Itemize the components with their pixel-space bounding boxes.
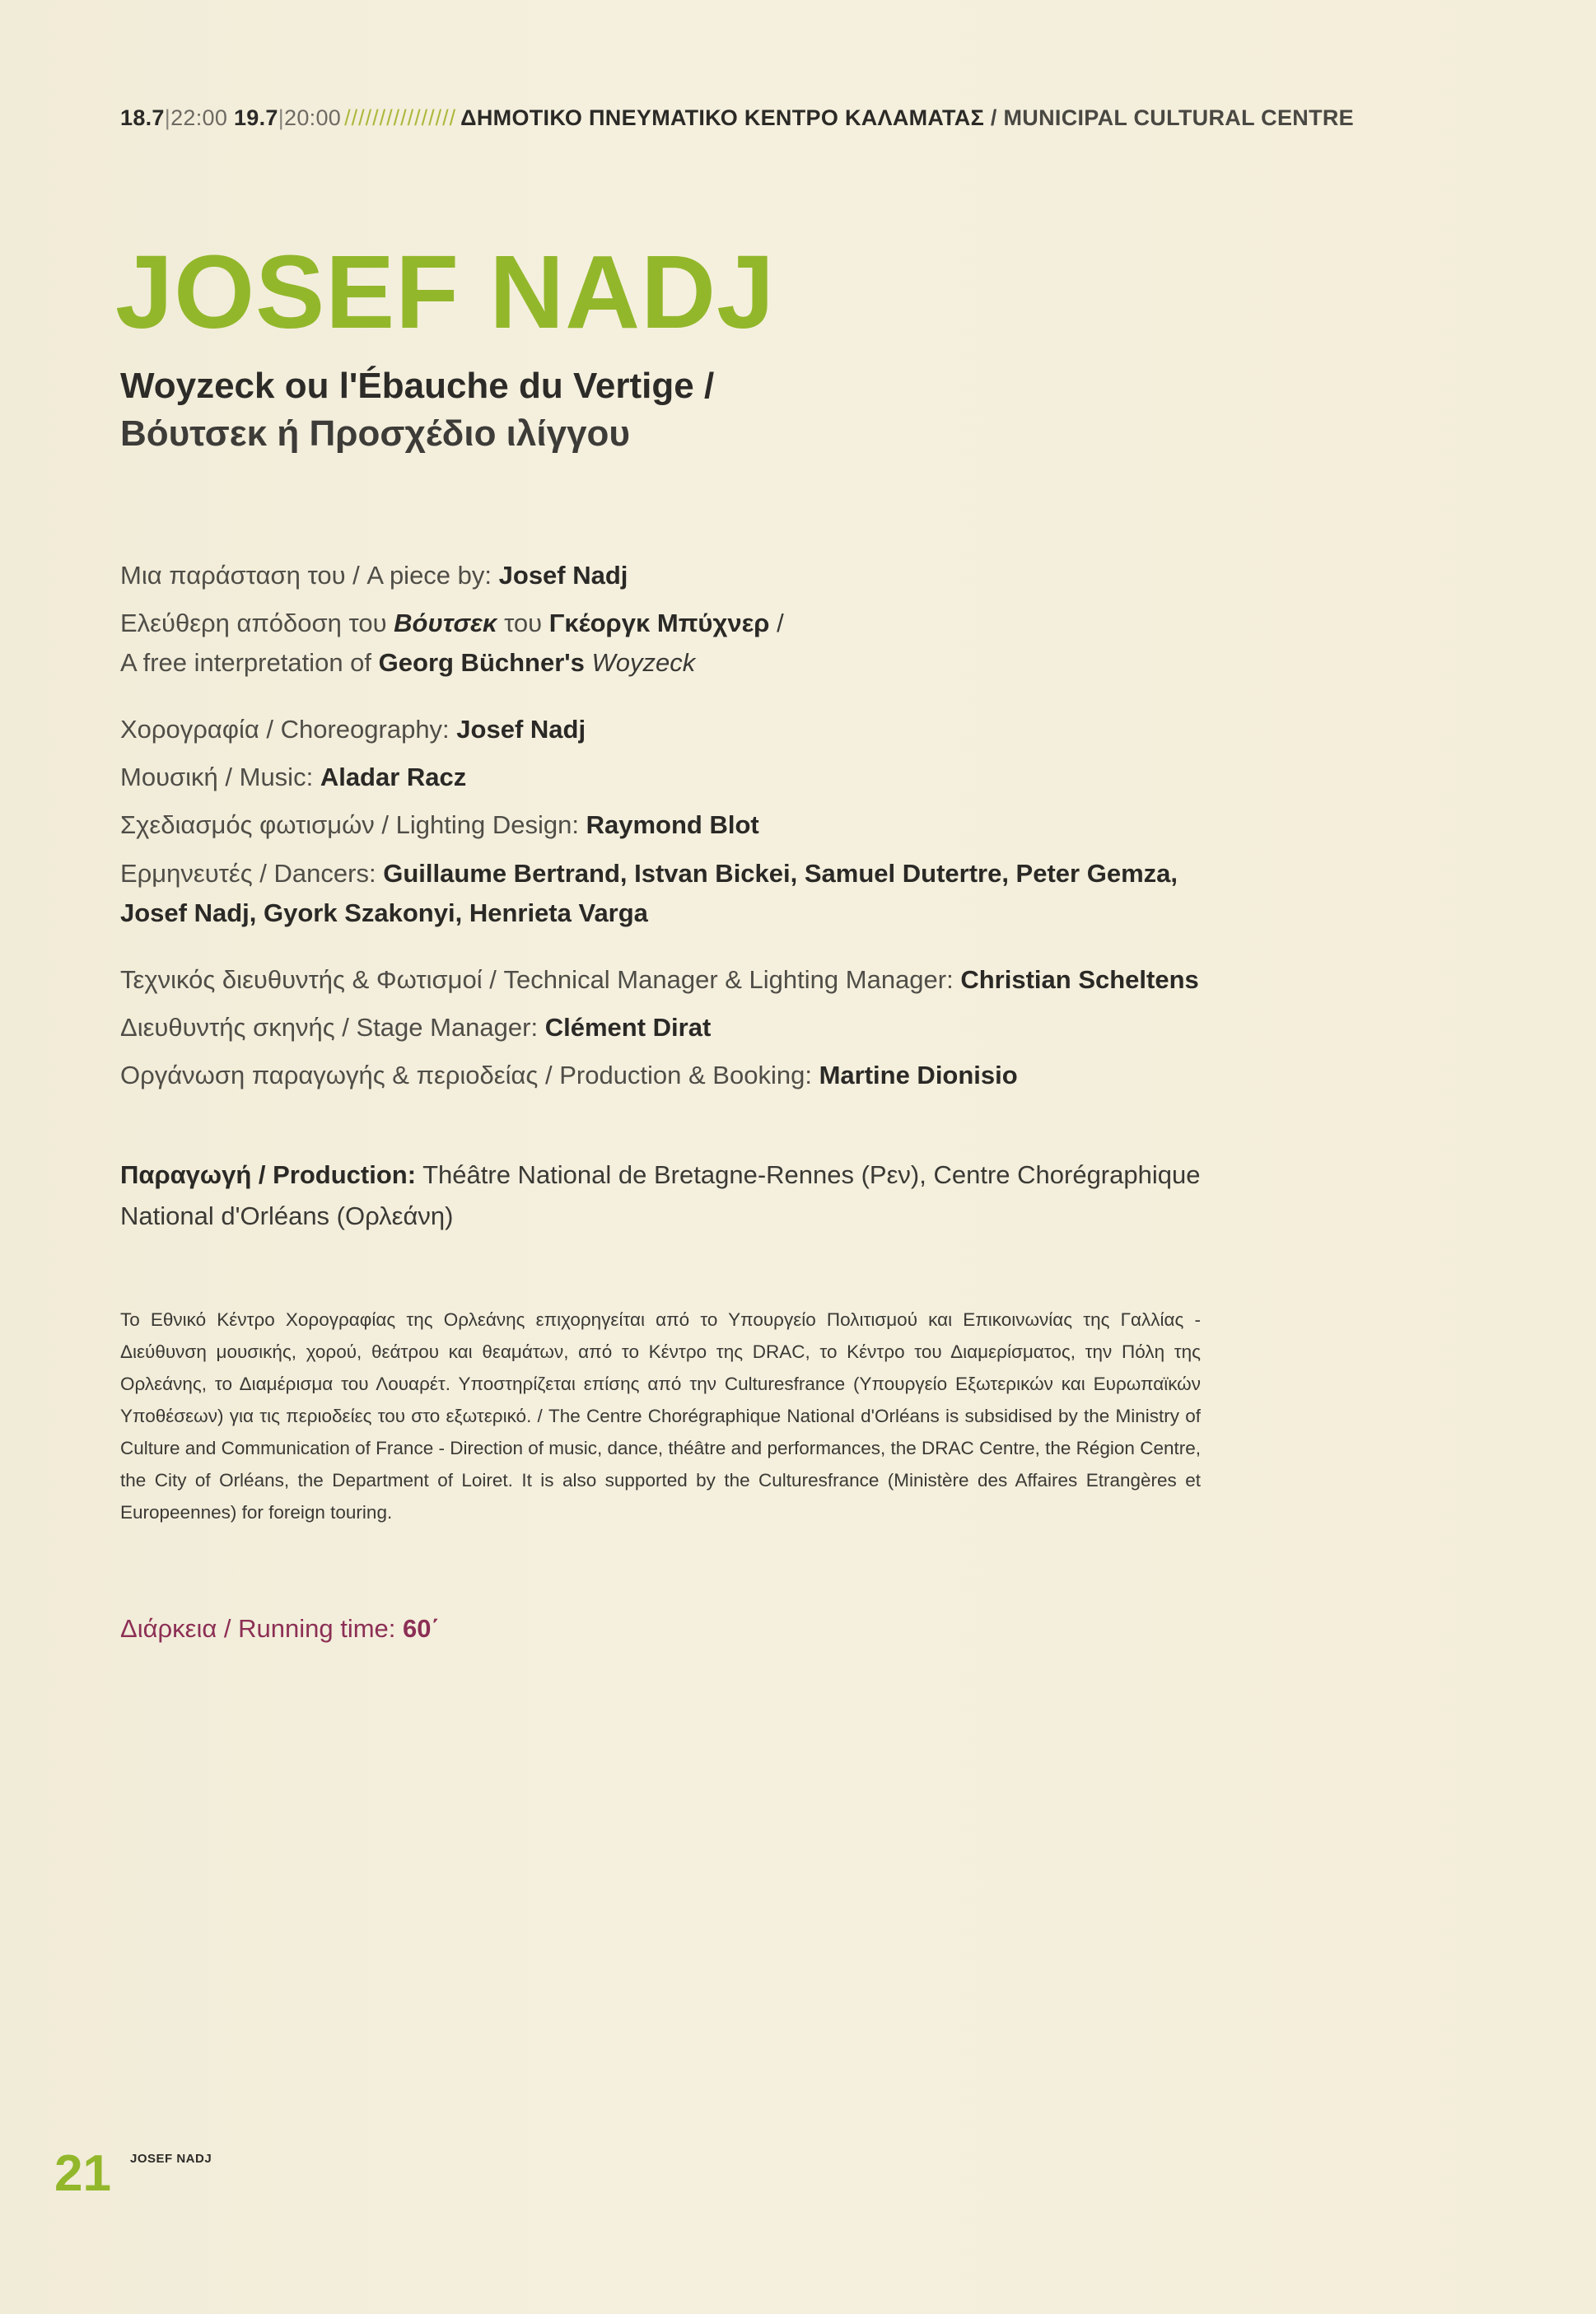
credit-lighting: Σχεδιασμός φωτισμών / Lighting Design: Raymond Blot — [120, 810, 759, 839]
credit-choreography: Χορογραφία / Choreography: Josef Nadj — [120, 715, 586, 744]
footer-label: JOSEF NADJ — [130, 2152, 212, 2166]
page-title: JOSEF NADJ — [115, 234, 776, 350]
credit-piece: Μια παράσταση του / A piece by: Josef Nadj — [120, 561, 628, 590]
venue-english: MUNICIPAL CULTURAL CENTRE — [1003, 105, 1354, 130]
date-1: 18.7 — [120, 105, 165, 130]
time-2: 20:00 — [284, 105, 342, 130]
subtitle-greek: Βόυτσεκ ή Προσχέδιο ιλίγγου — [120, 413, 631, 454]
credit-stage-manager: Διευθυντής σκηνής / Stage Manager: Clément Dirat — [120, 1013, 712, 1042]
running-time: Διάρκεια / Running time: 60΄ — [120, 1614, 440, 1643]
credit-technical-manager: Τεχνικός διευθυντής & Φωτισμοί / Technical Manager & Lighting Manager: Christian Scheltens — [120, 965, 1199, 994]
header-separator: //////////////// — [344, 105, 457, 130]
subtitle-french: Woyzeck ou l'Ébauche du Vertige / — [120, 366, 715, 406]
funding-note: Το Εθνικό Κέντρο Χορογραφίας της Ορλεάνης επιχορηγείται από το Υπουργείο Πολιτισμού και Επικοινωνίας της Γαλλίας - Διεύθυνση μουσικής, χορού, θεάτρου και θεαμάτων, από το Κέντρο της DRAC, το Κέντρο του Διαμερίσματος, την Πόλη της Ορλεάνης, το Διαμέρισμα του Λουαρέτ. Υποστηρίζεται επίσης από την Culturesfrance (Υπουργείο Εξωτερικών και Ευρωπαϊκών Υποθέσεων) για τις περιοδείες του στο εξωτερικό. / The Centre Chorégraphique National d'Orléans is subsidised by the Ministry of Culture and Communication of France - Direction of music, dance, théâtre and performances, the DRAC Centre, the Région Centre, the City of Orléans, the Department of Loiret. It is also supported by the Culturesfrance (Ministère des Affaires Etrangères et Europeennes) for foreign touring. — [120, 1309, 1201, 1523]
venue-greek: ΔΗΜΟΤΙΚΟ ΠΝΕΥΜΑΤΙΚΟ ΚΕΝΤΡΟ ΚΑΛΑΜΑΤΑΣ — [460, 105, 985, 130]
credit-booking: Οργάνωση παραγωγής & περιοδείας / Production & Booking: Martine Dionisio — [120, 1061, 1018, 1089]
credit-dancers: Ερμηνευτές / Dancers: Guillaume Bertrand, Istvan Bickei, Samuel Dutertre, Peter Gemza, Josef Nadj, Gyork Szakonyi, Henrieta Varga — [120, 859, 1178, 927]
date-2: 19.7 — [233, 105, 278, 130]
page-number: 21 — [54, 2145, 111, 2202]
credit-music: Μουσική / Music: Aladar Racz — [120, 763, 467, 791]
credits-list — [120, 552, 1207, 1099]
work-subtitle — [120, 362, 714, 458]
production-credit: Παραγωγή / Production: Théâtre National de Bretagne-Rennes (Ρεν), Centre Chorégraphique National d'Orléans (Ορλεάνη) — [120, 1160, 1201, 1230]
performance-header: 18.7|22:00 19.7|20:00 //////////////// ΔΗΜΟΤΙΚΟ ΠΝΕΥΜΑΤΙΚΟ ΚΕΝΤΡΟ ΚΑΛΑΜΑΤΑΣ / MUNICIPAL CULTURAL CENTRE — [120, 105, 1354, 130]
credit-interpretation: Ελεύθερη απόδοση του Βόυτσεκ του Γκέοργκ Μπύχνερ / A free interpretation of Georg Büchner's Woyzeck — [120, 609, 784, 677]
time-1: 22:00 — [170, 105, 228, 130]
